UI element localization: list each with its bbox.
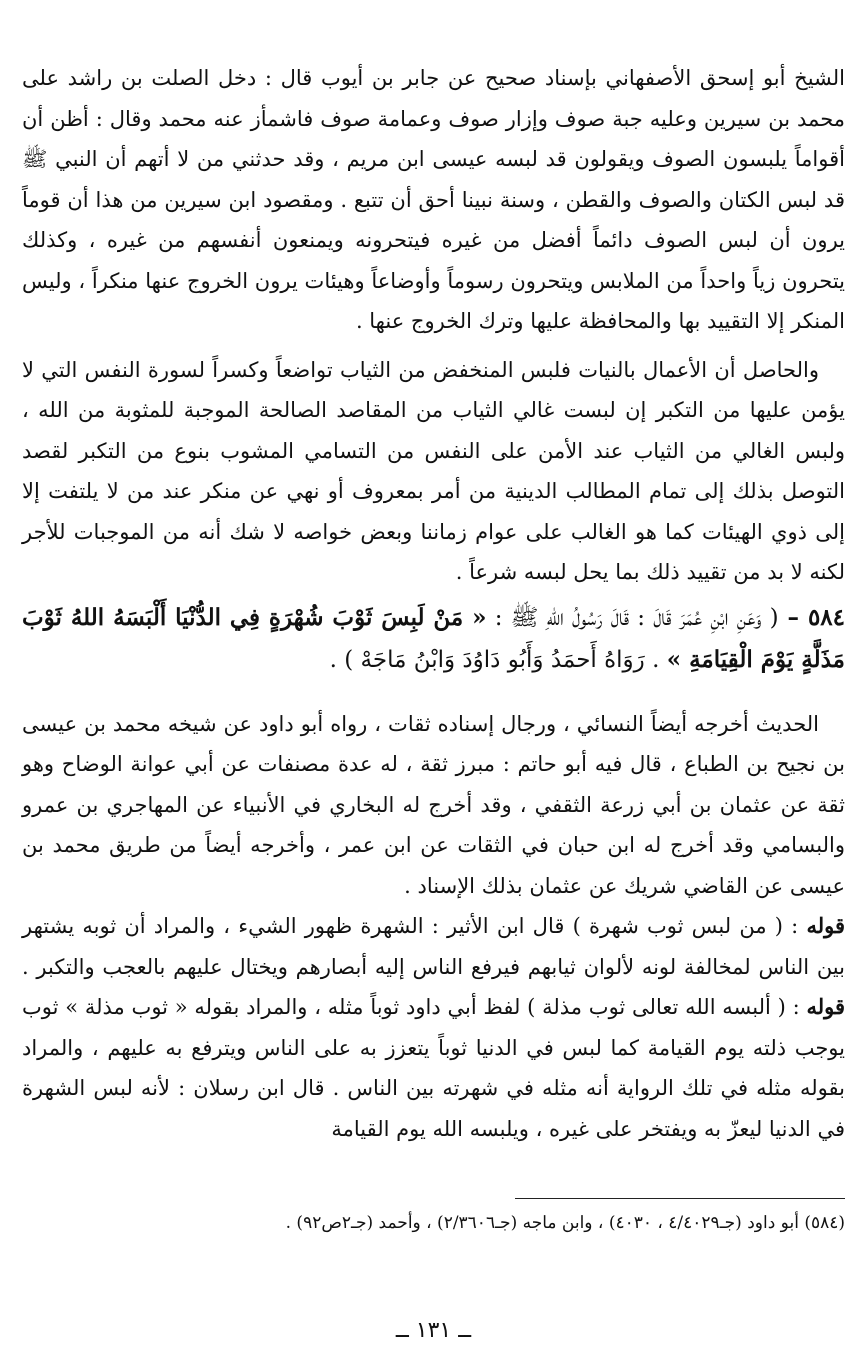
commentary-body	[22, 906, 845, 1149]
hadith-source: . رَوَاهُ أَحمَدُ وَأَبُو دَاوُدَ وَابْنُ مَاجَهْ ) .	[329, 646, 667, 673]
footnote-divider	[515, 1198, 845, 1199]
hadith-number: ٥٨٤	[807, 603, 845, 631]
hadith-narration: ( وَعَنِ ابْنِ عُمَرَ قَالَ : قَالَ رَسُولُ اللهِ ﷺ :	[486, 604, 779, 631]
keyword-qawluhu-2: قوله	[806, 994, 845, 1019]
hadith-dash: –	[778, 603, 808, 631]
commentary-intro: الحديث أخرجه أيضاً النسائي ، ورجال إسناده ثقات ، رواه أبو داود عن شيخه محمد بن عيسى بن نجيح بن الطباع ، قال فيه أبو حاتم : مبرز ثقة ، له عدة مصنفات عن أبي عوانة الوضاح وهو ثقة عن عثمان بن أبي زرعة الثقفي ، وقد أخرج له البخاري في الأنبياء عن المهاجري بن عمرو والبسامي وقد أخرج له ابن حبان في الثقات عن ابن عمر ، وأخرجه أيضاً من طريق محمد بن عيسى عن القاضي شريك عن عثمان بذلك الإسناد .	[22, 711, 845, 898]
page-number: ــ ١٣١ ــ	[395, 1318, 472, 1343]
hadith-matn: « مَنْ لَبِسَ ثَوْبَ شُهْرَةٍ فِي الدُّنْيَا أَلْبَسَهُ اللهُ ثَوْبَ مَذَلَّةٍ يَوْمَ الْقِيَامَةِ »	[22, 603, 845, 673]
commentary-part-1: : ( من لبس ثوب شهرة ) قال ابن الأثير : الشهرة ظهور الشيء ، والمراد أن ثوبه يشتهر بين الناس لمخالفة لونه لألوان ثيابهم فيرفع الناس إليه أبصارهم ويختال عليهم بالعجب والتكبر .	[22, 914, 845, 979]
paragraph-2: والحاصل أن الأعمال بالنيات فلبس المنخفض من الثياب تواضعاً وكسراً لسورة النفس التي لا يؤمن عليها من التكبر إن لبست غالي الثياب من المقاصد الصالحة الموجبة للمثوبة من الله ، ولبس الغالي من الثياب عند الأمن على النفس من التسامي المشوب بنوع من التكبر لقصد التوصل بذلك إلى تمام المطالب الدينية من أمر بمعروف أو نهي عن منكر عند من لا يلتفت إلا إلى ذوي الهيئات كما هو الغالب على عوام زماننا وبعض خواصه لا شك أنه من الموجبات للأجر لكنه لا بد من تقييد ذلك بما يحل لبسه شرعاً .	[22, 357, 845, 584]
keyword-qawluhu-1: قوله	[806, 913, 845, 938]
paragraph-1: الشيخ أبو إسحق الأصفهاني بإسناد صحيح عن جابر بن أيوب قال : دخل الصلت بن راشد على محمد بن سيرين وعليه جبة صوف وإزار صوف وعمامة صوف فاشمأز عنه محمد وقال : أظن أن أقواماً يلبسون الصوف ويقولون قد لبسه عيسى ابن مريم ، وقد حدثني من لا أتهم أن النبي ﷺ قد لبس الكتان والصوف والقطن ، وسنة نبينا أحق أن تتبع . ومقصود ابن سيرين من هذا أن قوماً يرون أن لبس الصوف دائماً أفضل من غيره فيتحرونه ويمنعون أنفسهم من غيره ، وكذلك يتحرون زياً واحداً من الملابس ويتحرون رسوماً وأوضاعاً وهيئات يرون الخروج عنها منكراً ، وليس المنكر إلا التقييد بها والمحافظة عليها وترك الخروج عنها .	[22, 66, 845, 333]
hadith-584	[22, 597, 845, 681]
commentary-part-2: : ( ألبسه الله تعالى ثوب مذلة ) لفظ أبي داود ثوباً مثله ، والمراد بقوله « ثوب مذلة » ثوب يوجب ذلته يوم القيامة كما لبس في الدنيا ثوباً يتعزز به على الناس ويترفع به عليهم ، والمراد بقوله مثله في تلك الرواية أنه مثله في شهرته بين الناس . قال ابن رسلان : لأنه لبس الشهرة في الدنيا ليعزّ به ويفتخر على غيره ، ويلبسه الله يوم القيامة	[22, 995, 845, 1141]
footnote: (٥٨٤) أبو داود (جـ٤/٤٠٢٩ ، ٤٠٣٠) ، وابن ماجه (جـ٢/٣٦٠٦) ، وأحمد (جـ٢ص٩٢) .	[285, 1213, 845, 1233]
